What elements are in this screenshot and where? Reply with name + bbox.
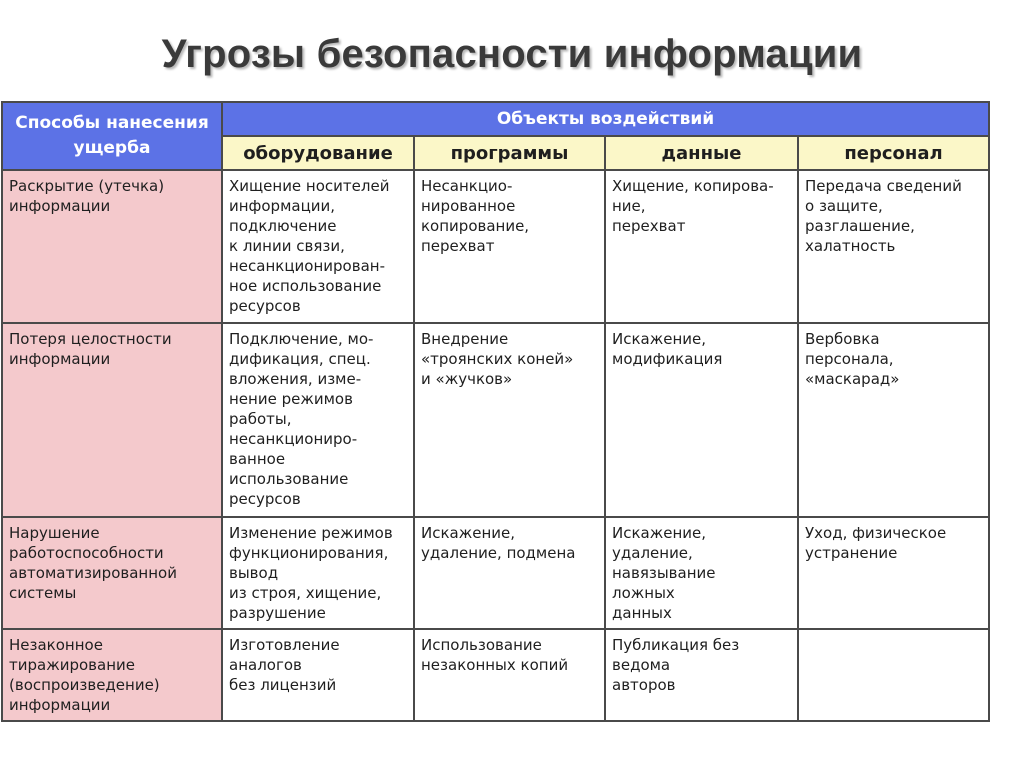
table-cell <box>222 629 414 721</box>
threats-table <box>1 101 990 722</box>
table-cell <box>605 170 798 323</box>
cell-text: Уход, физическое устранение <box>805 524 947 562</box>
cell-text: Изготовление аналогов без лицензий <box>229 636 340 694</box>
table-row <box>2 323 989 517</box>
column-header-data: данные <box>605 136 798 170</box>
cell-text: Искажение, модификация <box>612 330 723 368</box>
row-header-text: Раскрытие (утечка) информации <box>9 177 165 215</box>
row-header-text: Незаконное тиражирование (воспроизведение) информации <box>9 636 160 714</box>
cell-text: Искажение, удаление, навязывание ложных данных <box>612 524 716 622</box>
cell-text: Передача сведений о защите, разглашение, халатность <box>805 177 962 255</box>
table-cell <box>798 629 989 721</box>
table-cell <box>414 170 605 323</box>
column-header-equipment: оборудование <box>222 136 414 170</box>
table-row <box>2 629 989 721</box>
cell-text: Публикация без ведома авторов <box>612 636 740 694</box>
row-header-text: Нарушение работоспособности автоматизированной системы <box>9 524 177 602</box>
cell-text: Несанкцио- нированное копирование, перехват <box>421 177 530 255</box>
table-cell <box>222 517 414 629</box>
table-row <box>2 170 989 323</box>
objects-header: Объекты воздействий <box>222 102 989 136</box>
table-cell <box>414 629 605 721</box>
table-cell <box>222 323 414 517</box>
table-cell <box>414 517 605 629</box>
cell-text: Искажение, удаление, подмена <box>421 524 576 562</box>
table-cell <box>222 170 414 323</box>
row-header <box>2 629 222 721</box>
cell-text: Хищение, копирова- ние, перехват <box>612 177 774 235</box>
column-header-programs: программы <box>414 136 605 170</box>
column-header-personnel: персонал <box>798 136 989 170</box>
table-cell <box>414 323 605 517</box>
cell-text: Изменение режимов функционирования, вывод из строя, хищение, разрушение <box>229 524 393 622</box>
table-cell <box>605 517 798 629</box>
table-cell <box>605 323 798 517</box>
table-cell <box>605 629 798 721</box>
row-header-text: Потеря целостности информации <box>9 330 172 368</box>
cell-text: Использование незаконных копий <box>421 636 569 674</box>
cell-text: Вербовка персонала, «маскарад» <box>805 330 900 388</box>
cell-text: Хищение носителей информации, подключение к линии связи, несанкционирован- ное использование ресурсов <box>229 177 390 315</box>
table-cell <box>798 517 989 629</box>
page-title: Угрозы безопасности информации <box>161 32 863 76</box>
row-header <box>2 170 222 323</box>
table-cell <box>798 170 989 323</box>
corner-header: Способы нанесения ущерба <box>2 102 222 170</box>
table-row <box>2 517 989 629</box>
row-header <box>2 517 222 629</box>
cell-text: Подключение, мо- дификация, спец. вложения, изме- нение режимов работы, несанкциониро- ванное использование ресурсов <box>229 330 374 508</box>
row-header <box>2 323 222 517</box>
table-cell <box>798 323 989 517</box>
cell-text: Внедрение «троянских коней» и «жучков» <box>421 330 574 388</box>
